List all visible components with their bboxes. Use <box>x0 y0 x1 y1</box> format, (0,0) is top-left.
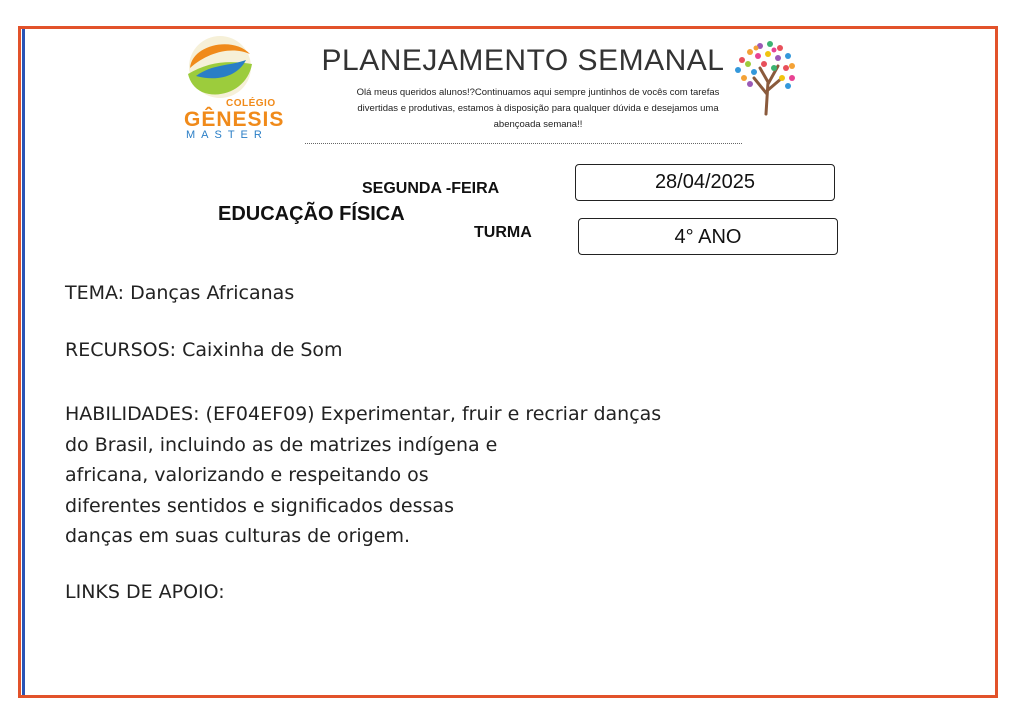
welcome-message: Olá meus queridos alunos!?Continuamos aqui sempre juntinhos de vocês com tarefas divertidas e produtivas, estamos à disposição para qualquer dúvida e desejamos uma abençoada semana!! <box>356 87 720 130</box>
resources-text: RECURSOS: Caixinha de Som <box>65 339 343 361</box>
frame-accent-line <box>22 29 25 695</box>
subject-title: EDUCAÇÃO FÍSICA <box>218 203 405 225</box>
logo-name-text: GÊNESIS <box>184 108 285 131</box>
weekday-label: SEGUNDA -FEIRA <box>362 180 500 197</box>
support-links-label: LINKS DE APOIO: <box>65 581 225 603</box>
skills-line: danças em suas culturas de origem. <box>65 525 410 547</box>
theme-text: TEMA: Danças Africanas <box>65 282 295 304</box>
date-field: 28/04/2025 <box>575 164 835 201</box>
skills-text <box>65 399 705 552</box>
logo-colegio-text: COLÉGIO <box>226 98 276 109</box>
page-title: PLANEJAMENTO SEMANAL <box>321 44 725 77</box>
logo-master-text: MASTER <box>186 129 268 141</box>
colorful-tree-icon <box>730 38 800 121</box>
header-divider <box>305 143 742 144</box>
genesis-logo-icon <box>182 34 258 100</box>
skills-line: do Brasil, incluindo as de matrizes indígena e <box>65 433 498 456</box>
skills-line: africana, valorizando e respeitando os <box>65 464 429 486</box>
class-field: 4° ANO <box>578 218 838 255</box>
skills-line: diferentes sentidos e significados dessas <box>65 494 454 517</box>
class-label: TURMA <box>474 224 532 241</box>
skills-line: HABILIDADES: (EF04EF09) Experimentar, fruir e recriar danças <box>65 403 662 425</box>
school-logo <box>174 32 284 144</box>
